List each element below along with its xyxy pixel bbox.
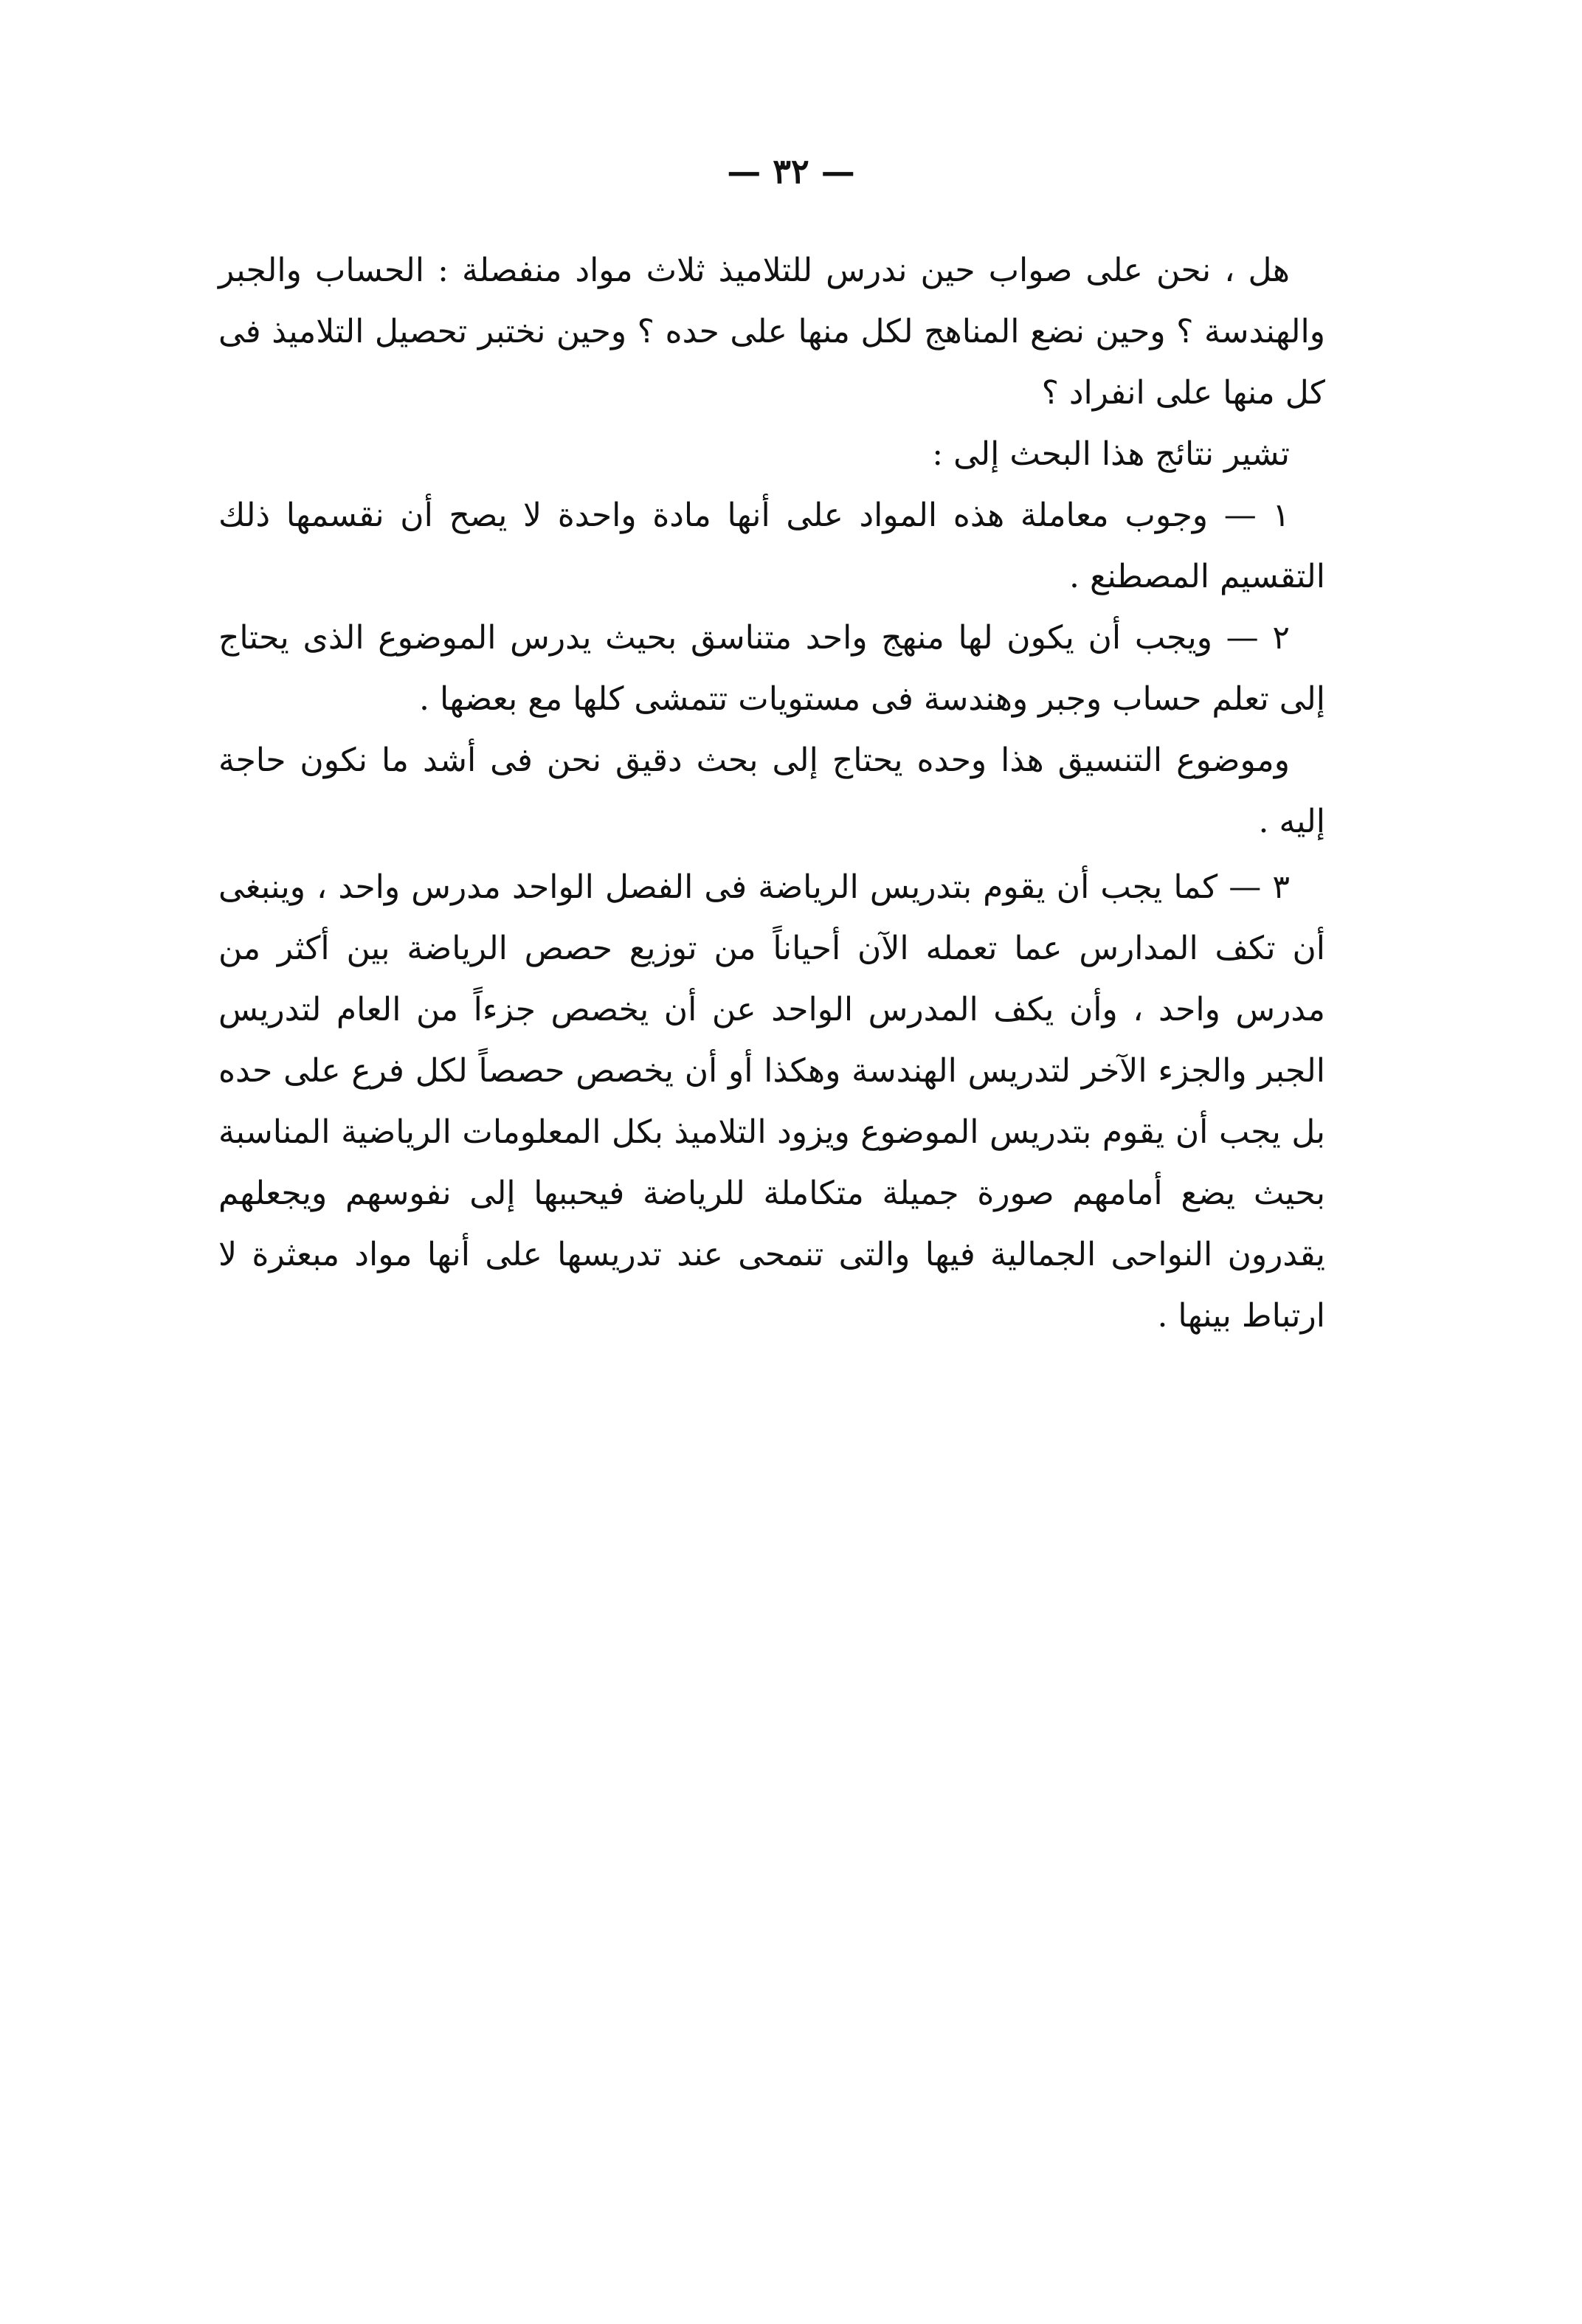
paragraph-coordination: وموضوع التنسيق هذا وحده يحتاج إلى بحث دقيق نحن فى أشد ما نكون حاجة إليه .	[218, 741, 1325, 840]
paragraph-point-2: ٢ — ويجب أن يكون لها منهج واحد متناسق بحيث يدرس الموضوع الذى يحتاج إلى تعلم حساب وجبر وهندسة فى مستويات تتمشى كلها مع بعضها .	[218, 619, 1325, 718]
paragraph-question: هل ، نحن على صواب حين ندرس للتلاميذ ثلاث مواد منفصلة : الحساب والجبر والهندسة ؟ وحين نضع المناهج لكل منها على حده ؟ وحين نختبر تحصيل التلاميذ فى كل منها على انفراد ؟	[218, 252, 1325, 412]
page-body	[218, 240, 1325, 1346]
page-number: — ٣٢ —	[727, 151, 855, 191]
paragraph-results-intro: تشير نتائج هذا البحث إلى :	[932, 435, 1290, 473]
paragraph-point-1: ١ — وجوب معاملة هذه المواد على أنها مادة واحدة لا يصح أن نقسمها ذلك التقسيم المصطنع .	[218, 497, 1325, 595]
paragraph-point-3: ٣ — كما يجب أن يقوم بتدريس الرياضة فى الفصل الواحد مدرس واحد ، وينبغى أن تكف المدارس عما تعمله الآن أحياناً من توزيع حصص الرياضة بين أكثر من مدرس واحد ، وأن يكف المدرس الواحد عن أن يخصص جزءاً من العام لتدريس الجبر والجزء الآخر لتدريس الهندسة وهكذا أو أن يخصص حصصاً لكل فرع على حده بل يجب أن يقوم بتدريس الموضوع ويزود التلاميذ بكل المعلومات الرياضية المناسبة بحيث يضع أمامهم صورة جميلة متكاملة للرياضة فيحببها إلى نفوسهم ويجعلهم يقدرون النواحى الجمالية فيها والتى تنمحى عند تدريسها على أنها مواد مبعثرة لا ارتباط بينها .	[218, 868, 1325, 1335]
